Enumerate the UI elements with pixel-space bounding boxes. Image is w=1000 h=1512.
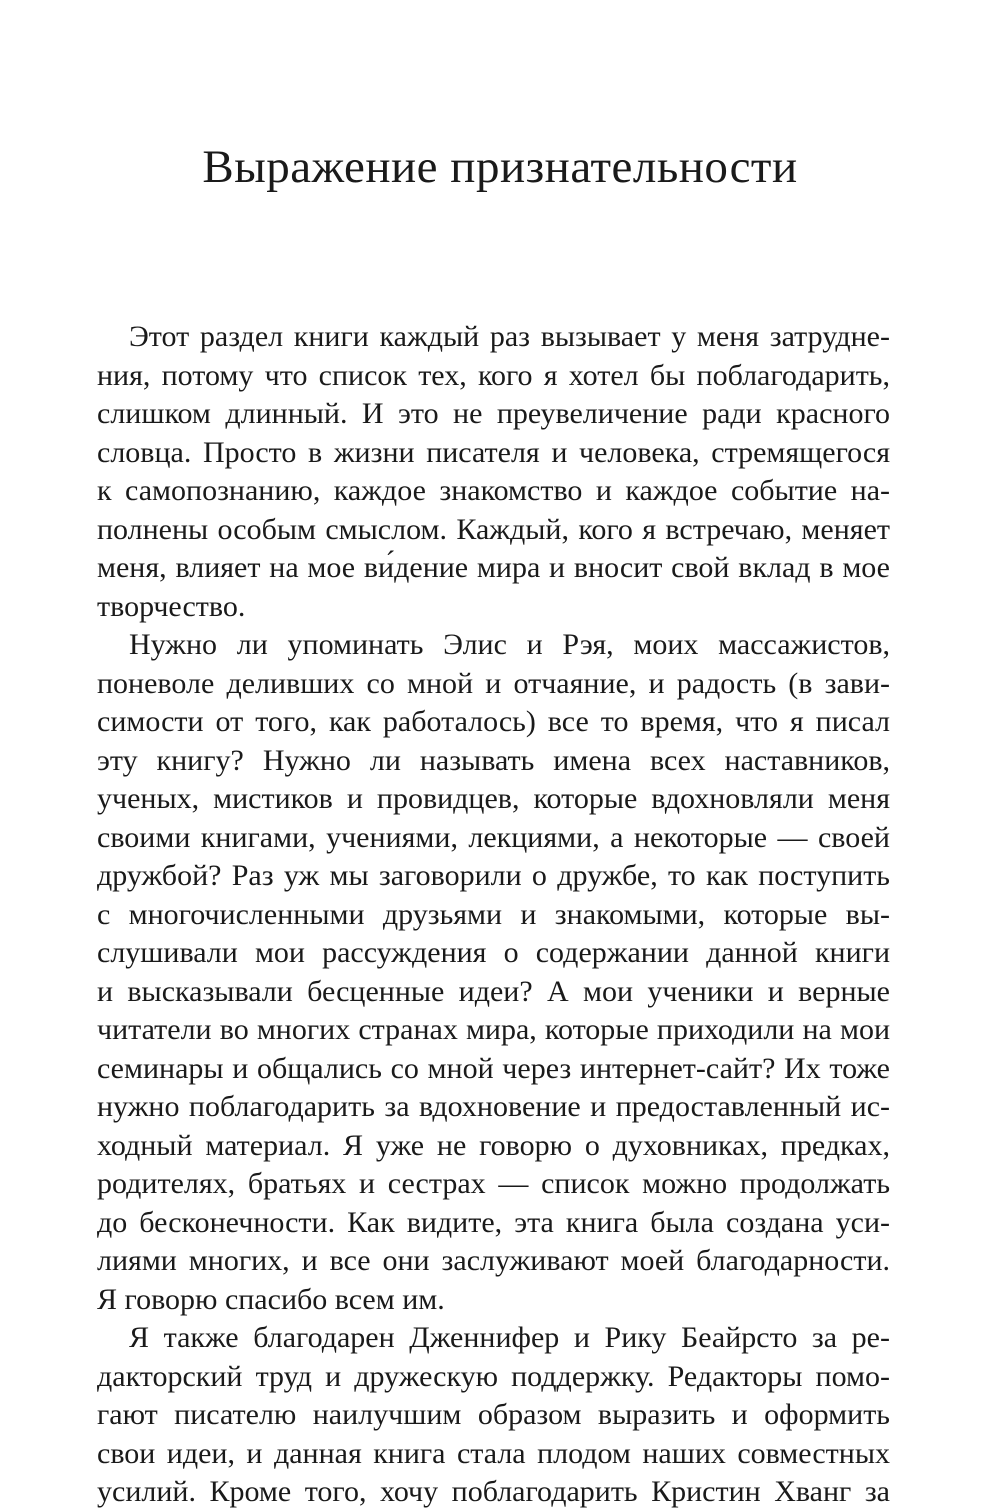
- text-line: ходный материал. Я уже не говорю о духовниках, предках,: [97, 1128, 890, 1162]
- text-line: своими книгами, учениями, лекциями, а некоторые — своей: [97, 820, 890, 854]
- text-line: усилий. Кроме того, хочу поблагодарить Кристин Хванг за: [97, 1475, 890, 1508]
- page-title: Выражение признательности: [202, 141, 798, 193]
- body-text: [97, 318, 890, 1512]
- text-line: слушивали мои рассуждения о содержании данной книги: [97, 936, 890, 969]
- text-line: меня, влияет на мое ви́дение мира и вносит свой вклад в мое: [97, 551, 890, 584]
- text-line: нужно поблагодарить за вдохновение и предоставленный ис-: [97, 1090, 890, 1123]
- text-line: лиями многих, и все они заслуживают моей благодарности.: [97, 1244, 890, 1277]
- text-line: гают писателю наилучшим образом выразить и оформить: [97, 1398, 890, 1431]
- text-line: семинары и общались со мной через интернет-сайт? Их тоже: [97, 1051, 890, 1085]
- text-line: Я говорю спасибо всем им.: [97, 1282, 445, 1316]
- paragraph: [97, 318, 890, 626]
- text-line: дружбой? Раз уж мы заговорили о дружбе, то как поступить: [97, 859, 890, 892]
- text-line: читатели во многих странах мира, которые приходили на мои: [97, 1013, 890, 1046]
- text-line: словца. Просто в жизни писателя и человека, стремящегося: [97, 435, 890, 469]
- text-line: ния, потому что список тех, кого я хотел бы поблагодарить,: [97, 358, 890, 392]
- text-line: Этот раздел книги каждый раз вызывает у меня затрудне-: [129, 320, 890, 353]
- text-line: Нужно ли упоминать Элис и Рэя, моих массажистов,: [129, 628, 890, 661]
- text-line: ученых, мистиков и провидцев, которые вдохновляли меня: [97, 782, 890, 815]
- text-line: дакторский труд и дружескую поддержку. Редакторы помо-: [97, 1359, 890, 1393]
- text-line: поневоле деливших со мной и отчаяние, и радость (в зави-: [97, 666, 890, 700]
- text-line: свои идеи, и данная книга стала плодом наших совместных: [97, 1436, 890, 1470]
- text-line: творчество.: [97, 589, 246, 623]
- text-line: эту книгу? Нужно ли называть имена всех наставников,: [97, 743, 890, 777]
- text-line: родителях, братьях и сестрах — список можно продолжать: [97, 1167, 890, 1200]
- text-line: слишком длинный. И это не преувеличение ради красного: [97, 397, 890, 430]
- paragraph: [97, 1319, 890, 1512]
- paragraph: [97, 626, 890, 1319]
- text-line: симости от того, как работалось) все то время, что я писал: [97, 705, 890, 738]
- text-line: до бесконечности. Как видите, эта книга была создана уси-: [97, 1205, 890, 1239]
- text-line: Я также благодарен Дженнифер и Рику Беайрсто за ре-: [129, 1321, 890, 1354]
- text-line: к самопознанию, каждое знакомство и каждое событие на-: [97, 474, 890, 507]
- text-line: полнены особым смыслом. Каждый, кого я встречаю, меняет: [97, 512, 890, 546]
- text-line: и высказывали бесценные идеи? А мои ученики и верные: [97, 974, 890, 1008]
- text-line: с многочисленными друзьями и знакомыми, которые вы-: [97, 897, 890, 931]
